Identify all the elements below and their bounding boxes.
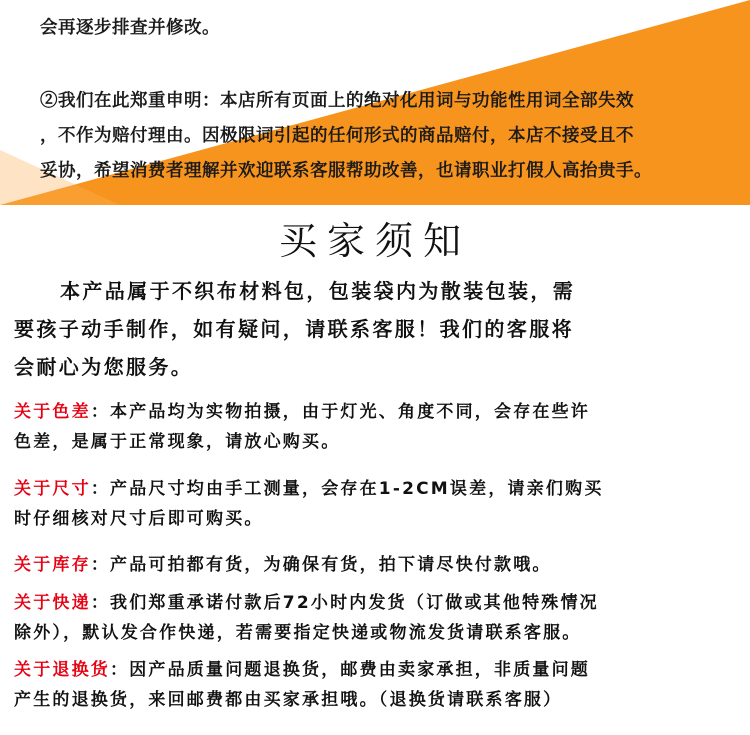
note-label: 关于库存 (14, 555, 91, 575)
banner-line-1: 会再逐步排查并修改。 (40, 18, 220, 38)
note-label: 关于色差 (14, 402, 91, 422)
note-size-line-2: 时仔细核对尺寸后即可购买。 (14, 509, 264, 529)
note-text: ：产品可拍都有货，为确保有货，拍下请尽快付款哦。 (90, 555, 552, 575)
banner-line-3: ，不作为赔付理由。因极限词引起的任何形式的商品赔付，本店不接受且不 (40, 126, 634, 146)
intro-line-2: 要孩子动手制作，如有疑问，请联系客服！我们的客服将 (14, 317, 574, 341)
note-text: ：本产品均为实物拍摄，由于灯光、角度不同，会存在些许 (90, 402, 591, 422)
note-color-difference (14, 397, 742, 427)
banner-line-4: 妥协，希望消费者理解并欢迎联系客服帮助改善，也请职业打假人高抬贵手。 (40, 161, 652, 181)
page-title: 买家须知 (278, 219, 471, 263)
intro-line-3: 会耐心为您服务。 (14, 355, 194, 379)
note-label: 关于快递 (14, 593, 91, 613)
note-label: 关于退换货 (14, 660, 110, 680)
note-shipping (14, 588, 742, 618)
note-color-difference-line-2: 色差，是属于正常现象，请放心购买。 (14, 432, 341, 452)
notice-banner (0, 0, 750, 205)
note-label: 关于尺寸 (14, 479, 91, 499)
note-text: ：因产品质量问题退换货，邮费由卖家承担，非质量问题 (110, 660, 590, 680)
note-returns (14, 655, 742, 685)
intro-line-1: 本产品属于不织布材料包，包装袋内为散装包装，需 (60, 279, 576, 303)
note-size (14, 474, 742, 504)
note-stock (14, 550, 742, 580)
note-shipping-line-2: 除外），默认发合作快递，若需要指定快递或物流发货请联系客服。 (14, 623, 582, 643)
banner-line-2: ②我们在此郑重申明：本店所有页面上的绝对化用词与功能性用词全部失效 (40, 91, 634, 111)
note-text: ：产品尺寸均由手工测量，会存在1-2CM误差，请亲们购买 (90, 479, 604, 499)
note-text: ：我们郑重承诺付款后72小时内发货（订做或其他特殊情况 (90, 593, 599, 613)
note-returns-line-2: 产生的退换货，来回邮费都由买家承担哦。（退换货请联系客服） (14, 690, 563, 710)
